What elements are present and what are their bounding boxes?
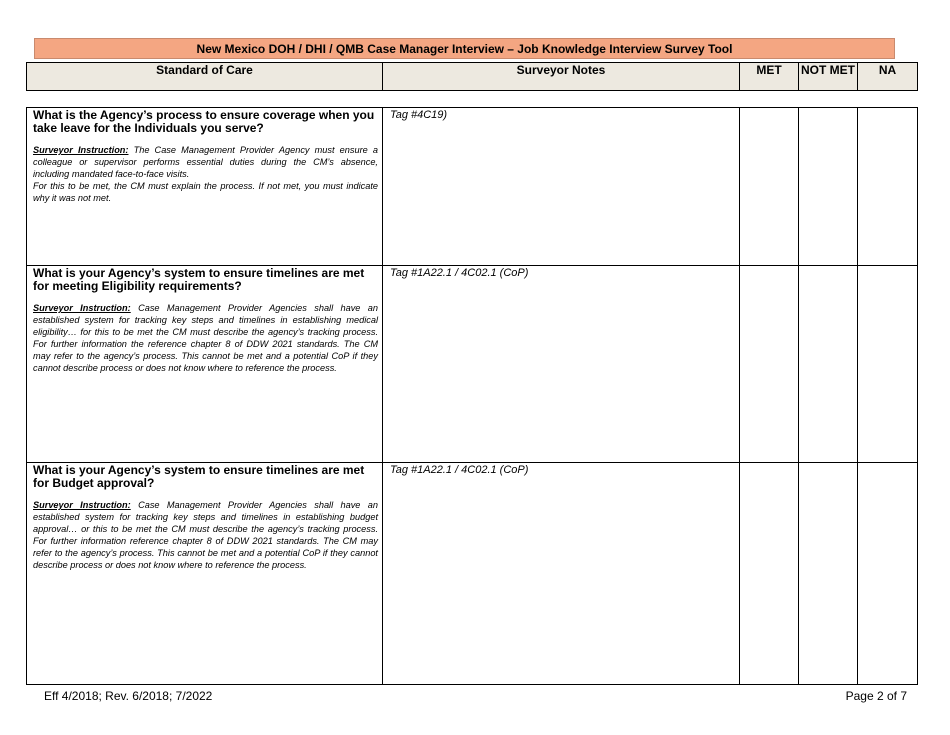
instruction-label: Surveyor Instruction: [33, 303, 131, 313]
not-met-cell[interactable] [799, 463, 858, 685]
met-cell[interactable] [740, 463, 799, 685]
instruction-text: The Case Management Provider Agency must ensure a colleague or supervisor performs essential duties during the CM’s absence, including mandated face-to-face visits. For this to be met, the CM must explain the process. If not met, you must indicate why it was not met. [33, 145, 378, 203]
header-na: NA [858, 63, 918, 91]
table-row [27, 266, 918, 463]
survey-table [26, 107, 918, 685]
surveyor-instruction [33, 144, 378, 204]
instruction-label: Surveyor Instruction: [33, 500, 131, 510]
surveyor-instruction [33, 302, 378, 374]
not-met-cell[interactable] [799, 266, 858, 463]
header-met: MET [740, 63, 799, 91]
surveyor-notes-cell[interactable]: Tag #1A22.1 / 4C02.1 (CoP) [383, 463, 740, 685]
instruction-text: Case Management Provider Agencies shall have an established system for tracking key steps and timelines in establishing budget approval… or this to be met the CM must describe the agency’s tracking process. For further information reference chapter 8 of DDW 2021 standards. The CM may refer to the agency’s process. This cannot be met and a potential CoP if they cannot describe process or does not know where to reference the process. [33, 500, 378, 570]
header-not-met: NOT MET [799, 63, 858, 91]
instruction-text: Case Management Provider Agencies shall have an established system for tracking key steps and timelines in establishing medical eligibility… for this to be met the CM must describe the agency’s tracking process. For further information the reference chapter 8 of DDW 2021 standards. The CM may refer to the agency’s process. This cannot be met and a potential CoP if they cannot describe process or does not know where to reference the process. [33, 303, 378, 373]
footer-page-number: Page 2 of 7 [845, 689, 907, 703]
footer-revision: Eff 4/2018; Rev. 6/2018; 7/2022 [44, 689, 213, 703]
met-cell[interactable] [740, 108, 799, 266]
header-standard-of-care: Standard of Care [27, 63, 383, 91]
question-text: What is your Agency’s system to ensure timelines are met for Budget approval? [33, 463, 365, 490]
na-cell[interactable] [858, 108, 918, 266]
standard-of-care-cell [27, 108, 383, 266]
not-met-cell[interactable] [799, 108, 858, 266]
document-title: New Mexico DOH / DHI / QMB Case Manager Interview – Job Knowledge Interview Survey Tool [34, 38, 895, 59]
standard-of-care-cell [27, 266, 383, 463]
instruction-label: Surveyor Instruction: [33, 145, 129, 155]
question-text: What is your Agency’s system to ensure timelines are met for meeting Eligibility requirements? [33, 266, 365, 293]
surveyor-notes-cell[interactable]: Tag #4C19) [383, 108, 740, 266]
na-cell[interactable] [858, 463, 918, 685]
table-row [27, 463, 918, 685]
question-text: What is the Agency’s process to ensure coverage when you take leave for the Individuals you serve? [33, 108, 375, 135]
header-surveyor-notes: Surveyor Notes [383, 63, 740, 91]
surveyor-notes-cell[interactable]: Tag #1A22.1 / 4C02.1 (CoP) [383, 266, 740, 463]
header-table [26, 62, 918, 91]
standard-of-care-cell [27, 463, 383, 685]
surveyor-instruction [33, 499, 378, 571]
table-row [27, 108, 918, 266]
na-cell[interactable] [858, 266, 918, 463]
met-cell[interactable] [740, 266, 799, 463]
